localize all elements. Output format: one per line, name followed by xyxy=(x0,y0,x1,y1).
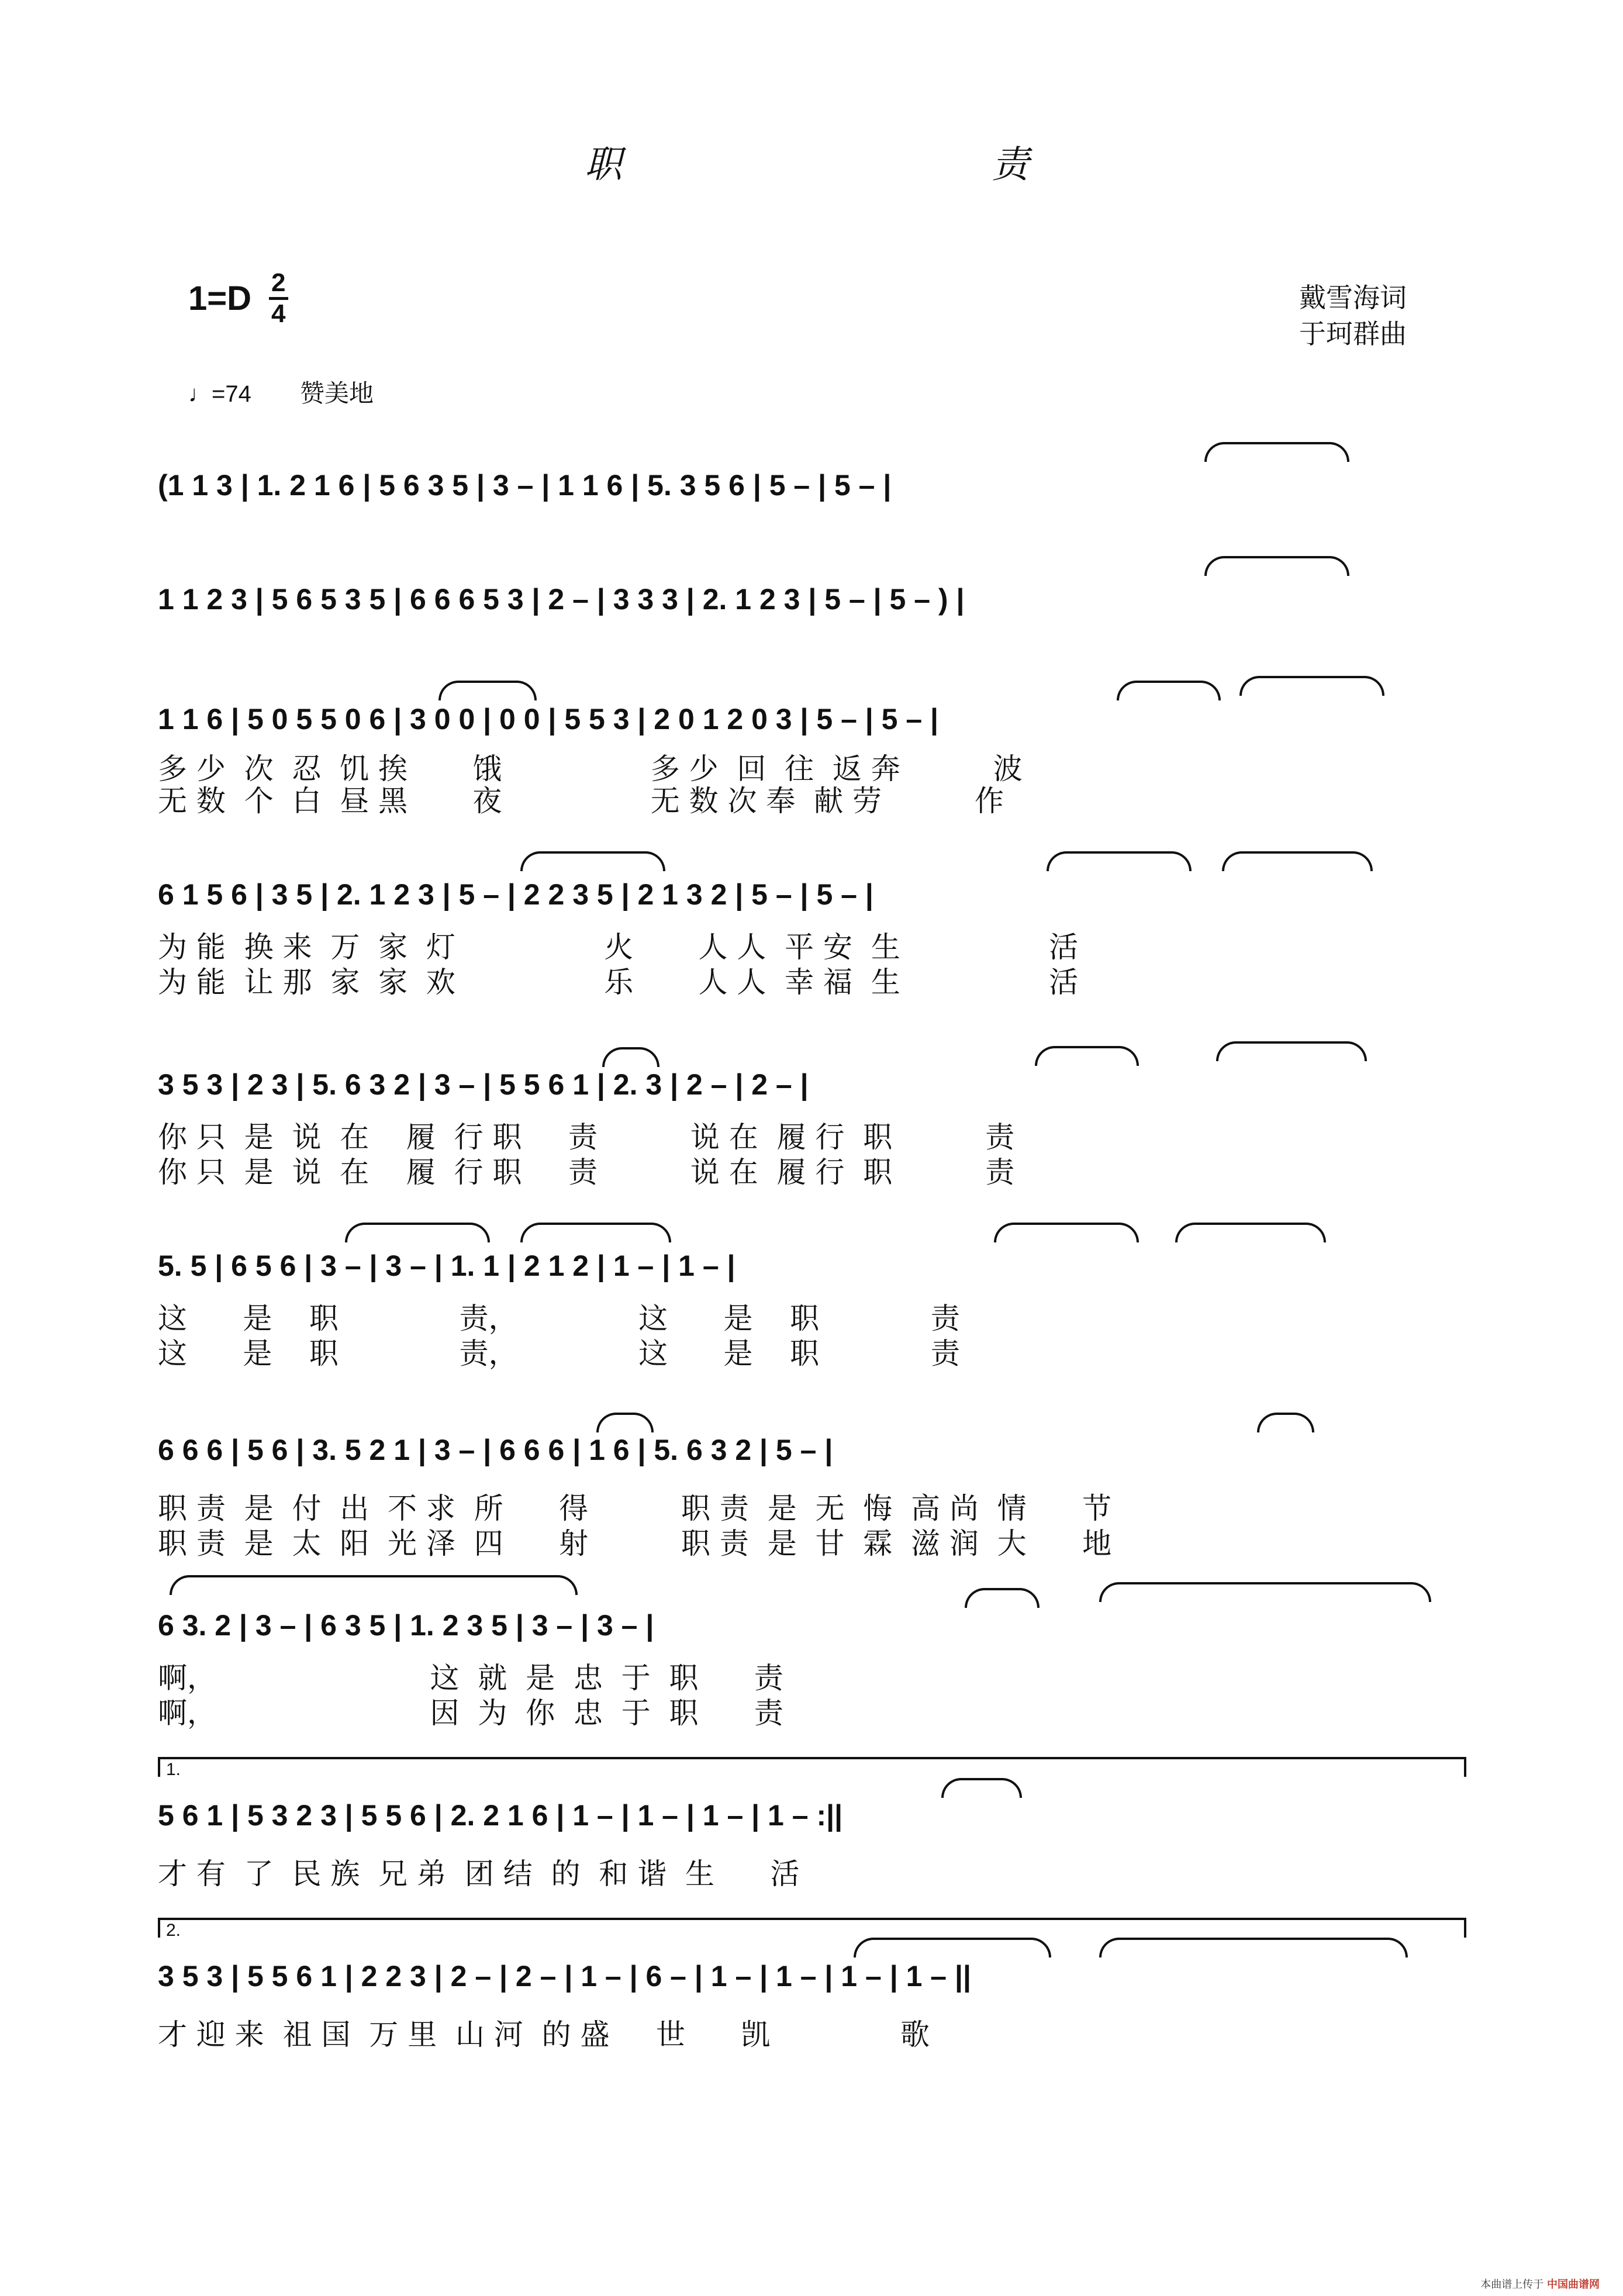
notes-line: 3 5 3 | 2 3 | 5. 6 3 2 | 3 – | 5 5 6 1 | 2. 3 | 2 – | 2 – | xyxy=(158,1068,809,1101)
notes-line: 6 1 5 6 | 3 5 | 2. 1 2 3 | 5 – | 2 2 3 5 | 2 1 3 2 | 5 – | 5 – | xyxy=(158,878,873,911)
slur xyxy=(596,1413,654,1432)
expression-mark: 赞美地 xyxy=(299,379,374,407)
second-ending-bracket: 2. xyxy=(158,1918,1466,1938)
time-signature xyxy=(269,269,288,328)
notes-line: 3 5 3 | 5 5 6 1 | 2 2 3 | 2 – | 2 – | 1 – | 6 – | 1 – | 1 – | 1 – | 1 – || xyxy=(158,1960,971,1993)
slur xyxy=(170,1575,578,1595)
slur xyxy=(1216,1041,1367,1061)
tempo-marking xyxy=(188,374,374,409)
slur xyxy=(1257,1413,1314,1432)
slur xyxy=(345,1223,490,1242)
notes-line: 6 3. 2 | 3 – | 6 3 5 | 1. 2 3 5 | 3 – | 3 – | xyxy=(158,1609,654,1642)
key-signature xyxy=(188,269,288,328)
lyrics-verse-1: 这 是 职 责， 这 是 职 责 xyxy=(158,1301,960,1335)
slur xyxy=(1239,676,1384,696)
footer-watermark xyxy=(1480,2276,1600,2291)
notes-line: 5. 5 | 6 5 6 | 3 – | 3 – | 1. 1 | 2 1 2 | 1 – | 1 – | xyxy=(158,1249,735,1282)
lyrics-verse-1: 你 只 是 说 在 履 行 职 责 说 在 履 行 职 责 xyxy=(158,1120,1015,1154)
footer-text: 本曲谱上传于 xyxy=(1480,2278,1544,2291)
slur xyxy=(520,851,665,871)
first-ending-bracket: 1. xyxy=(158,1757,1466,1777)
lyrics-verse-2: 啊， 因 为 你 忠 于 职 责 xyxy=(158,1696,783,1730)
slur xyxy=(994,1223,1139,1242)
meter-numerator: 2 xyxy=(269,269,288,300)
footer-brand: 中国曲谱网 xyxy=(1547,2278,1600,2291)
slur xyxy=(941,1778,1022,1798)
composer: 于珂群曲 xyxy=(1299,318,1407,350)
notes-line: 1 1 6 | 5 0 5 5 0 6 | 3 0 0 | 0 0 | 5 5 3 | 2 0 1 2 0 3 | 5 – | 5 – | xyxy=(158,703,939,736)
slur xyxy=(1204,442,1349,462)
slur xyxy=(602,1047,659,1067)
lyrics-verse-2: 你 只 是 说 在 履 行 职 责 说 在 履 行 职 责 xyxy=(158,1155,1015,1189)
lyrics-verse-1: 职 责 是 付 出 不 求 所 得 职 责 是 无 悔 高 尚 情 节 xyxy=(158,1491,1112,1525)
lyrics-verse-2: 无 数 个 白 昼 黑 夜 无 数 次 奉 献 劳 作 xyxy=(158,784,1004,818)
notes-line: 6 6 6 | 5 6 | 3. 5 2 1 | 3 – | 6 6 6 | 1 6 | 5. 6 3 2 | 5 – | xyxy=(158,1434,833,1466)
slur xyxy=(1117,681,1221,700)
slur xyxy=(1047,851,1192,871)
slur xyxy=(438,681,537,700)
key-label: 1=D xyxy=(188,279,252,317)
lyrics-verse-1: 啊， 这 就 是 忠 于 职 责 xyxy=(158,1661,783,1695)
slur xyxy=(854,1938,1051,1957)
lyrics-verse-1: 为 能 换 来 万 家 灯 火 人 人 平 安 生 活 xyxy=(158,930,1079,964)
tempo-value: ♩=74 xyxy=(188,381,251,407)
slur xyxy=(1035,1046,1139,1066)
lyricist: 戴雪海词 xyxy=(1299,282,1407,313)
credits xyxy=(1299,279,1407,352)
slur xyxy=(1099,1582,1431,1602)
meter-denominator: 4 xyxy=(271,299,286,328)
song-title xyxy=(585,134,1029,188)
lyrics-verse-2: 这 是 职 责， 这 是 职 责 xyxy=(158,1337,960,1370)
title-char-2: 责 xyxy=(992,143,1029,187)
slur xyxy=(1204,556,1349,576)
lyrics-line: 才 有 了 民 族 兄 弟 团 结 的 和 谐 生 活 xyxy=(158,1857,800,1891)
notes-line: (1 1 3 | 1. 2 1 6 | 5 6 3 5 | 3 – | 1 1 6 | 5. 3 5 6 | 5 – | 5 – | xyxy=(158,469,892,502)
title-char-1: 职 xyxy=(585,143,622,187)
lyrics-verse-2: 职 责 是 太 阳 光 泽 四 射 职 责 是 甘 霖 滋 润 大 地 xyxy=(158,1527,1112,1560)
lyrics-verse-1: 多 少 次 忍 饥 挨 饿 多 少 回 往 返 奔 波 xyxy=(158,752,1023,786)
lyrics-verse-2: 为 能 让 那 家 家 欢 乐 人 人 幸 福 生 活 xyxy=(158,965,1079,999)
lyrics-line: 才 迎 来 祖 国 万 里 山 河 的 盛 世 凯 歌 xyxy=(158,2018,930,2052)
slur xyxy=(1175,1223,1326,1242)
slur xyxy=(1222,851,1373,871)
notes-line: 5 6 1 | 5 3 2 3 | 5 5 6 | 2. 2 1 6 | 1 – | 1 – | 1 – | 1 – :|| xyxy=(158,1799,843,1832)
notes-line: 1 1 2 3 | 5 6 5 3 5 | 6 6 6 5 3 | 2 – | 3 3 3 | 2. 1 2 3 | 5 – | 5 – ) | xyxy=(158,583,965,616)
slur xyxy=(1099,1938,1408,1957)
slur xyxy=(965,1588,1040,1608)
slur xyxy=(520,1223,671,1242)
